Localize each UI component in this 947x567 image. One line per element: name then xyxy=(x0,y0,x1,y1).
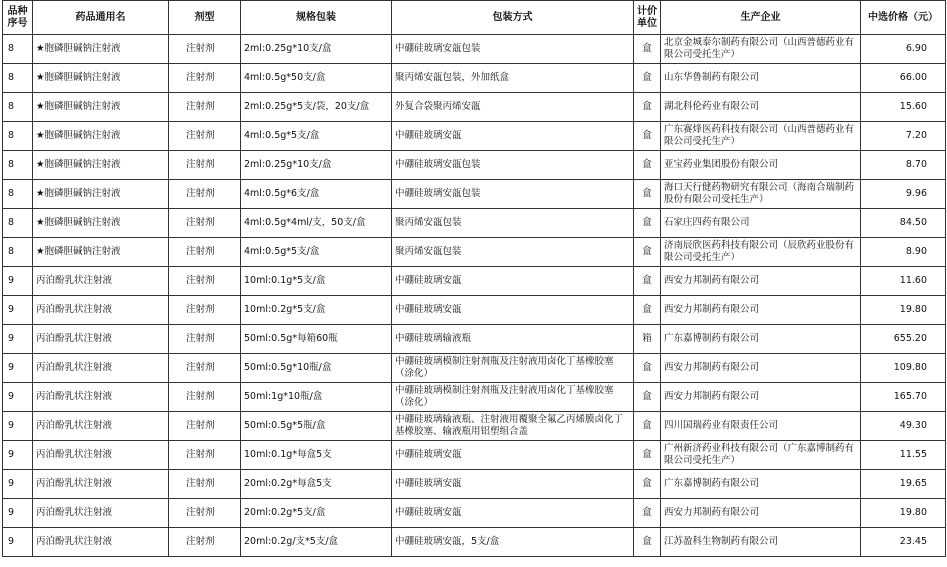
cell-seq: 9 xyxy=(3,470,33,499)
cell-pack: 中硼硅玻璃安瓿包装 xyxy=(392,35,634,64)
cell-form: 注射剂 xyxy=(169,412,241,441)
cell-unit: 盒 xyxy=(634,180,661,209)
cell-seq: 9 xyxy=(3,383,33,412)
cell-unit: 盒 xyxy=(634,470,661,499)
header-row xyxy=(3,1,946,35)
cell-name: 丙泊酚乳状注射液 xyxy=(33,267,169,296)
cell-form: 注射剂 xyxy=(169,383,241,412)
cell-form: 注射剂 xyxy=(169,267,241,296)
cell-name: 丙泊酚乳状注射液 xyxy=(33,499,169,528)
cell-unit: 盒 xyxy=(634,35,661,64)
cell-unit: 盒 xyxy=(634,151,661,180)
cell-maker: 北京金城泰尔制药有限公司（山西普德药业有限公司受托生产） xyxy=(661,35,861,64)
table-row xyxy=(3,151,946,180)
cell-price: 8.90 xyxy=(861,238,946,267)
cell-price: 23.45 xyxy=(861,528,946,557)
cell-name: 丙泊酚乳状注射液 xyxy=(33,296,169,325)
cell-form: 注射剂 xyxy=(169,441,241,470)
cell-seq: 8 xyxy=(3,35,33,64)
cell-unit: 盒 xyxy=(634,267,661,296)
cell-seq: 9 xyxy=(3,441,33,470)
cell-maker: 西安力邦制药有限公司 xyxy=(661,383,861,412)
cell-seq: 8 xyxy=(3,64,33,93)
cell-price: 19.65 xyxy=(861,470,946,499)
cell-price: 19.80 xyxy=(861,296,946,325)
cell-price: 11.60 xyxy=(861,267,946,296)
cell-unit: 盒 xyxy=(634,296,661,325)
drug-price-table xyxy=(2,0,946,557)
cell-spec: 10ml:0.1g*每盒5支 xyxy=(241,441,392,470)
cell-name: 丙泊酚乳状注射液 xyxy=(33,470,169,499)
cell-price: 49.30 xyxy=(861,412,946,441)
table-row xyxy=(3,267,946,296)
cell-pack: 中硼硅玻璃安瓿包装 xyxy=(392,180,634,209)
cell-seq: 8 xyxy=(3,180,33,209)
cell-unit: 盒 xyxy=(634,383,661,412)
cell-maker: 西安力邦制药有限公司 xyxy=(661,499,861,528)
cell-spec: 2ml:0.25g*10支/盒 xyxy=(241,151,392,180)
cell-name: ★胞磷胆碱钠注射液 xyxy=(33,93,169,122)
cell-form: 注射剂 xyxy=(169,209,241,238)
cell-name: ★胞磷胆碱钠注射液 xyxy=(33,209,169,238)
table-row xyxy=(3,93,946,122)
table-row xyxy=(3,35,946,64)
table-row xyxy=(3,470,946,499)
table-row xyxy=(3,499,946,528)
cell-seq: 9 xyxy=(3,412,33,441)
cell-maker: 四川国瑞药业有限责任公司 xyxy=(661,412,861,441)
table-row xyxy=(3,528,946,557)
cell-spec: 20ml:0.2g/支*5支/盒 xyxy=(241,528,392,557)
cell-name: 丙泊酚乳状注射液 xyxy=(33,412,169,441)
cell-pack: 中硼硅玻璃安瓿包装 xyxy=(392,151,634,180)
cell-maker: 济南辰欣医药科技有限公司（辰欣药业股份有限公司受托生产） xyxy=(661,238,861,267)
table-header xyxy=(3,1,946,35)
cell-pack: 中硼硅玻璃安瓿 xyxy=(392,441,634,470)
cell-spec: 20ml:0.2g*5支/盒 xyxy=(241,499,392,528)
table-row xyxy=(3,209,946,238)
table-row xyxy=(3,64,946,93)
cell-price: 165.70 xyxy=(861,383,946,412)
cell-price: 11.55 xyxy=(861,441,946,470)
cell-unit: 盒 xyxy=(634,528,661,557)
cell-seq: 8 xyxy=(3,209,33,238)
cell-price: 84.50 xyxy=(861,209,946,238)
cell-price: 19.80 xyxy=(861,499,946,528)
cell-name: ★胞磷胆碱钠注射液 xyxy=(33,64,169,93)
cell-unit: 盒 xyxy=(634,238,661,267)
cell-pack: 中硼硅玻璃安瓿，5支/盒 xyxy=(392,528,634,557)
header-name: 药品通用名 xyxy=(33,1,169,35)
cell-maker: 广东赛烽医药科技有限公司（山西普德药业有限公司受托生产） xyxy=(661,122,861,151)
header-unit: 计价单位 xyxy=(634,1,661,35)
cell-maker: 西安力邦制药有限公司 xyxy=(661,354,861,383)
cell-pack: 中硼硅玻璃输液瓶、注射液用覆聚全氟乙丙烯膜卤化丁基橡胶塞、输液瓶用铝塑组合盖 xyxy=(392,412,634,441)
cell-maker: 西安力邦制药有限公司 xyxy=(661,267,861,296)
cell-maker: 江苏盈科生物制药有限公司 xyxy=(661,528,861,557)
cell-seq: 8 xyxy=(3,122,33,151)
cell-maker: 广东嘉博制药有限公司 xyxy=(661,470,861,499)
table-row xyxy=(3,296,946,325)
cell-maker: 广东嘉博制药有限公司 xyxy=(661,325,861,354)
cell-unit: 盒 xyxy=(634,93,661,122)
cell-pack: 中硼硅玻璃安瓿 xyxy=(392,470,634,499)
header-price: 中选价格（元） xyxy=(861,1,946,35)
cell-name: 丙泊酚乳状注射液 xyxy=(33,325,169,354)
cell-form: 注射剂 xyxy=(169,35,241,64)
cell-spec: 50ml:1g*10瓶/盒 xyxy=(241,383,392,412)
cell-seq: 8 xyxy=(3,93,33,122)
header-maker: 生产企业 xyxy=(661,1,861,35)
cell-seq: 8 xyxy=(3,238,33,267)
cell-form: 注射剂 xyxy=(169,296,241,325)
cell-maker: 山东华鲁制药有限公司 xyxy=(661,64,861,93)
cell-seq: 9 xyxy=(3,354,33,383)
cell-seq: 9 xyxy=(3,499,33,528)
cell-form: 注射剂 xyxy=(169,93,241,122)
cell-price: 7.20 xyxy=(861,122,946,151)
cell-spec: 4ml:0.5g*6支/盒 xyxy=(241,180,392,209)
cell-form: 注射剂 xyxy=(169,354,241,383)
cell-pack: 聚丙烯安瓿包装，外加纸盒 xyxy=(392,64,634,93)
cell-maker: 广州新济药业科技有限公司（广东嘉博制药有限公司受托生产） xyxy=(661,441,861,470)
cell-unit: 盒 xyxy=(634,412,661,441)
cell-form: 注射剂 xyxy=(169,528,241,557)
header-seq: 品种序号 xyxy=(3,1,33,35)
header-pack: 包装方式 xyxy=(392,1,634,35)
cell-pack: 中硼硅玻璃安瓿 xyxy=(392,499,634,528)
table-row xyxy=(3,122,946,151)
cell-form: 注射剂 xyxy=(169,470,241,499)
cell-spec: 50ml:0.5g*5瓶/盒 xyxy=(241,412,392,441)
cell-price: 15.60 xyxy=(861,93,946,122)
cell-unit: 盒 xyxy=(634,499,661,528)
cell-price: 6.90 xyxy=(861,35,946,64)
cell-form: 注射剂 xyxy=(169,325,241,354)
cell-spec: 2ml:0.25g*5支/袋，20支/盒 xyxy=(241,93,392,122)
table-row xyxy=(3,325,946,354)
cell-pack: 中硼硅玻璃安瓿 xyxy=(392,267,634,296)
cell-seq: 9 xyxy=(3,267,33,296)
cell-spec: 50ml:0.5g*每箱60瓶 xyxy=(241,325,392,354)
cell-name: ★胞磷胆碱钠注射液 xyxy=(33,122,169,151)
cell-spec: 4ml:0.5g*5支/盒 xyxy=(241,122,392,151)
table-row xyxy=(3,412,946,441)
cell-spec: 4ml:0.5g*4ml/支，50支/盒 xyxy=(241,209,392,238)
cell-unit: 盒 xyxy=(634,122,661,151)
cell-seq: 8 xyxy=(3,151,33,180)
cell-name: ★胞磷胆碱钠注射液 xyxy=(33,238,169,267)
cell-pack: 中硼硅玻璃模制注射剂瓶及注射液用卤化丁基橡胶塞（涂化） xyxy=(392,354,634,383)
cell-form: 注射剂 xyxy=(169,64,241,93)
header-spec: 规格包装 xyxy=(241,1,392,35)
cell-spec: 2ml:0.25g*10支/盒 xyxy=(241,35,392,64)
cell-seq: 9 xyxy=(3,528,33,557)
cell-seq: 9 xyxy=(3,296,33,325)
table-row xyxy=(3,354,946,383)
cell-unit: 盒 xyxy=(634,441,661,470)
table-row xyxy=(3,441,946,470)
cell-price: 9.96 xyxy=(861,180,946,209)
cell-price: 109.80 xyxy=(861,354,946,383)
cell-name: 丙泊酚乳状注射液 xyxy=(33,528,169,557)
cell-spec: 4ml:0.5g*50支/盒 xyxy=(241,64,392,93)
cell-unit: 盒 xyxy=(634,354,661,383)
cell-form: 注射剂 xyxy=(169,122,241,151)
cell-seq: 9 xyxy=(3,325,33,354)
cell-pack: 聚丙烯安瓿包装 xyxy=(392,209,634,238)
cell-price: 66.00 xyxy=(861,64,946,93)
cell-form: 注射剂 xyxy=(169,180,241,209)
cell-maker: 西安力邦制药有限公司 xyxy=(661,296,861,325)
cell-spec: 10ml:0.1g*5支/盒 xyxy=(241,267,392,296)
header-form: 剂型 xyxy=(169,1,241,35)
table-row xyxy=(3,180,946,209)
cell-maker: 亚宝药业集团股份有限公司 xyxy=(661,151,861,180)
cell-price: 655.20 xyxy=(861,325,946,354)
cell-pack: 中硼硅玻璃模制注射剂瓶及注射液用卤化丁基橡胶塞（涂化） xyxy=(392,383,634,412)
table-row xyxy=(3,238,946,267)
cell-pack: 中硼硅玻璃安瓿 xyxy=(392,122,634,151)
cell-name: 丙泊酚乳状注射液 xyxy=(33,354,169,383)
cell-unit: 盒 xyxy=(634,209,661,238)
cell-pack: 中硼硅玻璃输液瓶 xyxy=(392,325,634,354)
table-row xyxy=(3,383,946,412)
cell-name: 丙泊酚乳状注射液 xyxy=(33,383,169,412)
cell-form: 注射剂 xyxy=(169,238,241,267)
cell-maker: 海口天行健药物研究有限公司（海南合瑞制药股份有限公司受托生产） xyxy=(661,180,861,209)
table-body xyxy=(3,35,946,557)
cell-pack: 中硼硅玻璃安瓿 xyxy=(392,296,634,325)
cell-maker: 石家庄四药有限公司 xyxy=(661,209,861,238)
cell-price: 8.70 xyxy=(861,151,946,180)
cell-name: ★胞磷胆碱钠注射液 xyxy=(33,151,169,180)
cell-unit: 箱 xyxy=(634,325,661,354)
cell-name: ★胞磷胆碱钠注射液 xyxy=(33,180,169,209)
cell-name: 丙泊酚乳状注射液 xyxy=(33,441,169,470)
cell-spec: 20ml:0.2g*每盒5支 xyxy=(241,470,392,499)
cell-maker: 湖北科伦药业有限公司 xyxy=(661,93,861,122)
cell-unit: 盒 xyxy=(634,64,661,93)
cell-form: 注射剂 xyxy=(169,499,241,528)
cell-spec: 4ml:0.5g*5支/盒 xyxy=(241,238,392,267)
cell-form: 注射剂 xyxy=(169,151,241,180)
cell-pack: 外复合袋聚丙烯安瓿 xyxy=(392,93,634,122)
cell-spec: 10ml:0.2g*5支/盒 xyxy=(241,296,392,325)
cell-spec: 50ml:0.5g*10瓶/盒 xyxy=(241,354,392,383)
cell-pack: 聚丙烯安瓿包装 xyxy=(392,238,634,267)
cell-name: ★胞磷胆碱钠注射液 xyxy=(33,35,169,64)
